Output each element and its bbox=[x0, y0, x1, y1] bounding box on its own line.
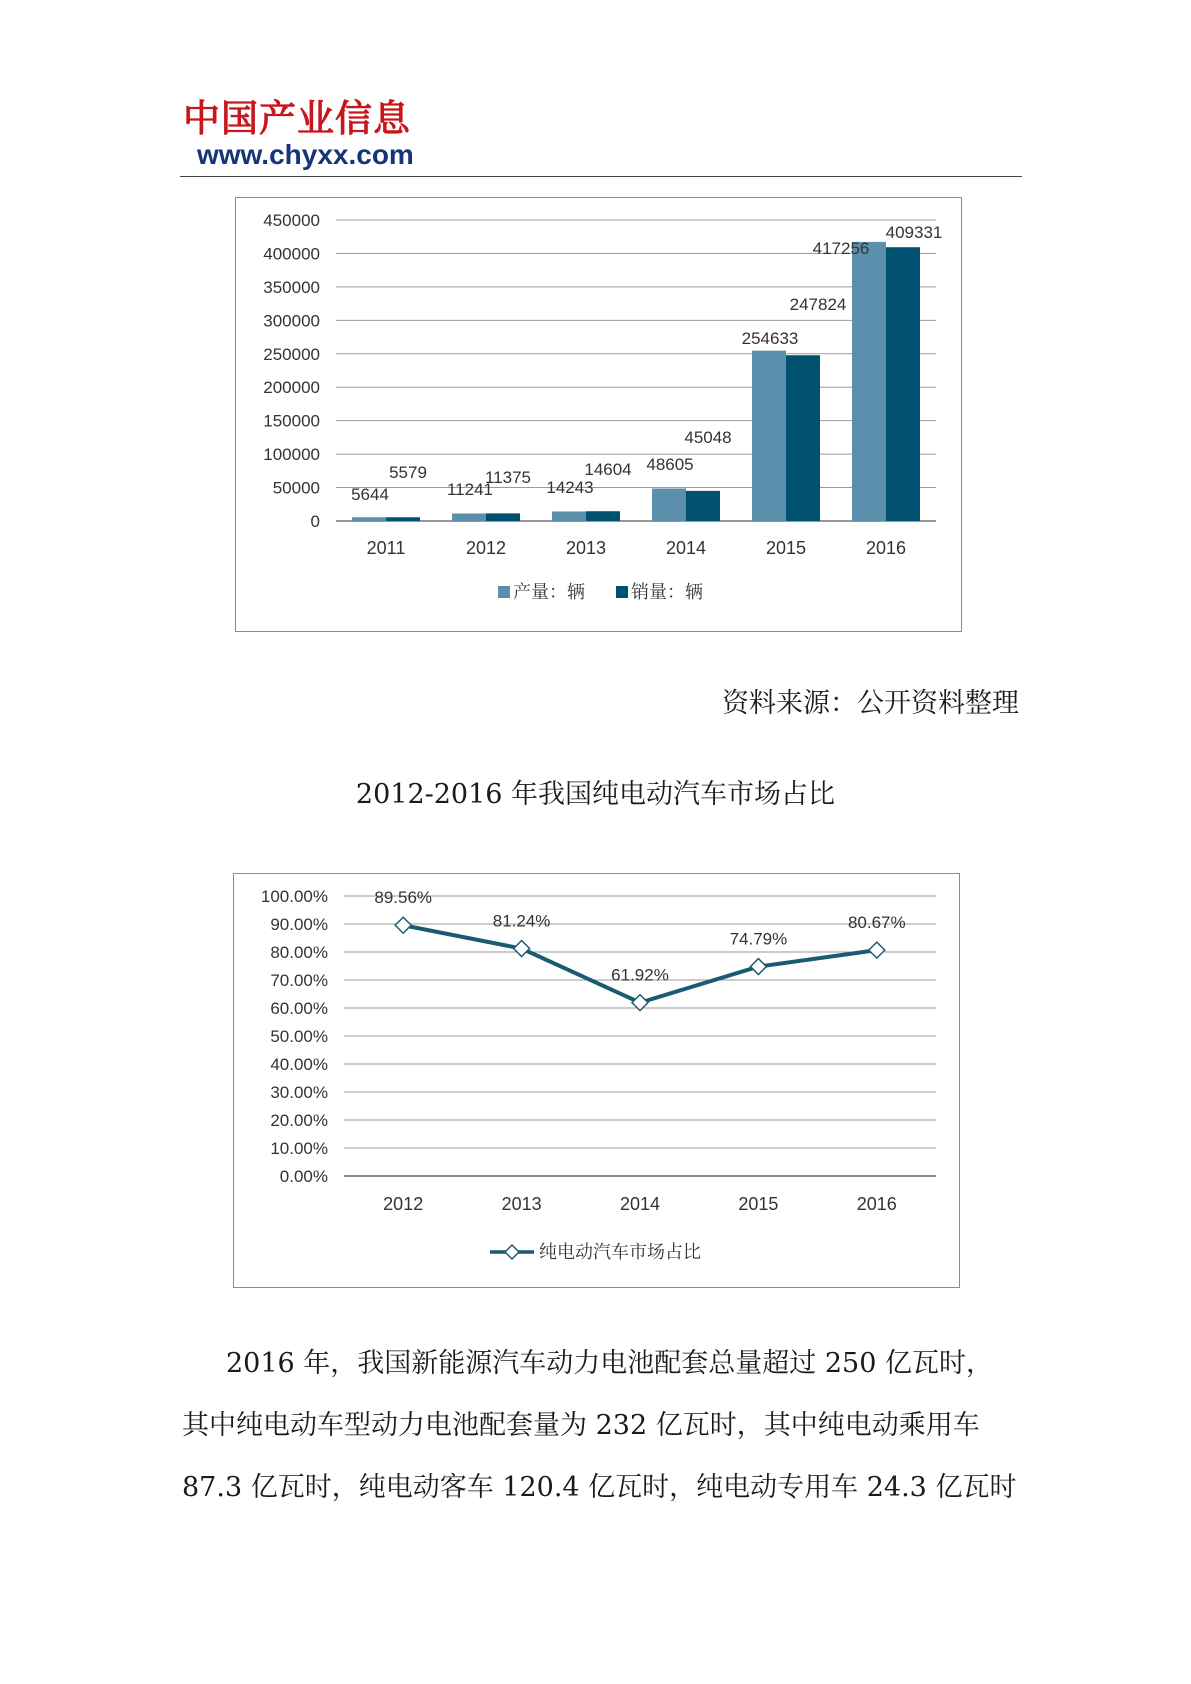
x-tick-label: 2015 bbox=[738, 1194, 779, 1214]
data-label: 11241 bbox=[446, 480, 494, 499]
legend-label: 纯电动汽车市场占比 bbox=[539, 1242, 701, 1263]
y-tick-label: 150000 bbox=[263, 411, 320, 431]
y-tick-label: 40.00% bbox=[270, 1055, 328, 1074]
legend-swatch bbox=[498, 586, 510, 598]
data-label: 409331 bbox=[885, 223, 943, 242]
y-tick-label: 30.00% bbox=[270, 1083, 328, 1102]
x-tick-label: 2013 bbox=[565, 538, 607, 558]
x-tick-label: 2012 bbox=[383, 1194, 424, 1214]
bar-sales bbox=[586, 511, 620, 521]
chart2-title: 2012-2016 年我国纯电动汽车市场占比 bbox=[355, 779, 836, 810]
data-point-marker bbox=[395, 917, 411, 933]
bar-chart-svg bbox=[236, 198, 961, 631]
series-line bbox=[403, 925, 877, 1002]
data-point-marker bbox=[514, 941, 530, 957]
x-tick-label: 2014 bbox=[665, 538, 707, 558]
y-tick-label: 100.00% bbox=[260, 887, 328, 906]
bar-production bbox=[752, 351, 786, 521]
source-note: 资料来源：公开资料整理 bbox=[722, 688, 1019, 719]
y-tick-label: 450000 bbox=[263, 211, 320, 230]
paragraph-line-2: 其中纯电动车型动力电池配套量为 232 亿瓦时，其中纯电动乘用车 bbox=[182, 1410, 980, 1441]
legend-swatch bbox=[616, 586, 628, 598]
y-tick-label: 90.00% bbox=[270, 915, 328, 934]
y-tick-label: 50000 bbox=[272, 478, 320, 498]
y-tick-label: 20.00% bbox=[270, 1111, 328, 1130]
x-tick-label: 2016 bbox=[865, 538, 907, 558]
production-sales-bar-chart bbox=[235, 197, 962, 632]
y-tick-label: 100000 bbox=[263, 445, 320, 465]
data-label: 14604 bbox=[584, 460, 632, 479]
bar-sales bbox=[686, 491, 720, 521]
y-tick-label: 60.00% bbox=[270, 999, 328, 1018]
legend-label: 产量：辆 bbox=[513, 582, 585, 603]
line-chart-svg bbox=[234, 874, 959, 1287]
bar-production bbox=[552, 511, 586, 521]
data-label: 254633 bbox=[741, 329, 799, 348]
x-tick-label: 2016 bbox=[856, 1194, 897, 1214]
y-tick-label: 70.00% bbox=[270, 971, 328, 990]
bar-production bbox=[852, 242, 886, 521]
x-tick-label: 2012 bbox=[465, 538, 507, 558]
body-paragraph bbox=[182, 1333, 1022, 1519]
data-point-marker bbox=[869, 942, 885, 958]
y-tick-label: 300000 bbox=[263, 311, 320, 331]
legend-marker bbox=[505, 1245, 519, 1259]
data-label: 48605 bbox=[646, 455, 694, 474]
header-divider bbox=[180, 176, 1022, 177]
market-share-line-chart bbox=[233, 873, 960, 1288]
y-tick-label: 200000 bbox=[263, 378, 320, 398]
data-label: 5644 bbox=[351, 485, 389, 504]
bar-sales bbox=[886, 247, 920, 521]
bar-production bbox=[452, 513, 486, 521]
bar-sales bbox=[786, 355, 820, 521]
legend-label: 销量：辆 bbox=[631, 582, 703, 603]
bar-sales bbox=[386, 517, 420, 521]
y-tick-label: 0.00% bbox=[279, 1167, 328, 1186]
data-label: 81.24% bbox=[492, 911, 551, 931]
data-label: 80.67% bbox=[847, 913, 906, 933]
bar-production bbox=[652, 488, 686, 521]
logo-url: www.chyxx.com bbox=[197, 139, 414, 170]
paragraph-line-3: 87.3 亿瓦时，纯电动客车 120.4 亿瓦时，纯电动专用车 24.3 亿瓦时 bbox=[182, 1472, 1017, 1503]
data-label: 11375 bbox=[484, 468, 532, 487]
y-tick-label: 10.00% bbox=[270, 1139, 328, 1158]
x-tick-label: 2015 bbox=[765, 538, 807, 558]
data-label: 5579 bbox=[389, 463, 427, 482]
logo-chinese-name: 中国产业信息 bbox=[183, 97, 411, 140]
x-tick-label: 2014 bbox=[619, 1194, 661, 1214]
y-tick-label: 350000 bbox=[263, 277, 320, 297]
data-point-marker bbox=[750, 959, 766, 975]
y-tick-label: 250000 bbox=[263, 344, 320, 364]
x-tick-label: 2011 bbox=[366, 538, 406, 558]
y-tick-label: 0 bbox=[310, 512, 320, 531]
data-label: 89.56% bbox=[374, 888, 433, 908]
site-logo bbox=[183, 98, 443, 172]
data-label: 74.79% bbox=[729, 929, 788, 949]
data-label: 417256 bbox=[812, 239, 870, 258]
y-tick-label: 400000 bbox=[263, 244, 320, 264]
bar-production bbox=[352, 517, 386, 521]
y-tick-label: 50.00% bbox=[270, 1027, 328, 1046]
paragraph-line-1: 2016 年，我国新能源汽车动力电池配套总量超过 250 亿瓦时， bbox=[226, 1348, 993, 1379]
data-label: 45048 bbox=[684, 428, 732, 447]
data-label: 61.92% bbox=[611, 965, 669, 985]
bar-sales bbox=[486, 513, 520, 521]
data-label: 247824 bbox=[789, 295, 847, 314]
y-tick-label: 80.00% bbox=[270, 943, 328, 962]
data-label: 14243 bbox=[546, 478, 594, 497]
x-tick-label: 2013 bbox=[501, 1194, 542, 1214]
